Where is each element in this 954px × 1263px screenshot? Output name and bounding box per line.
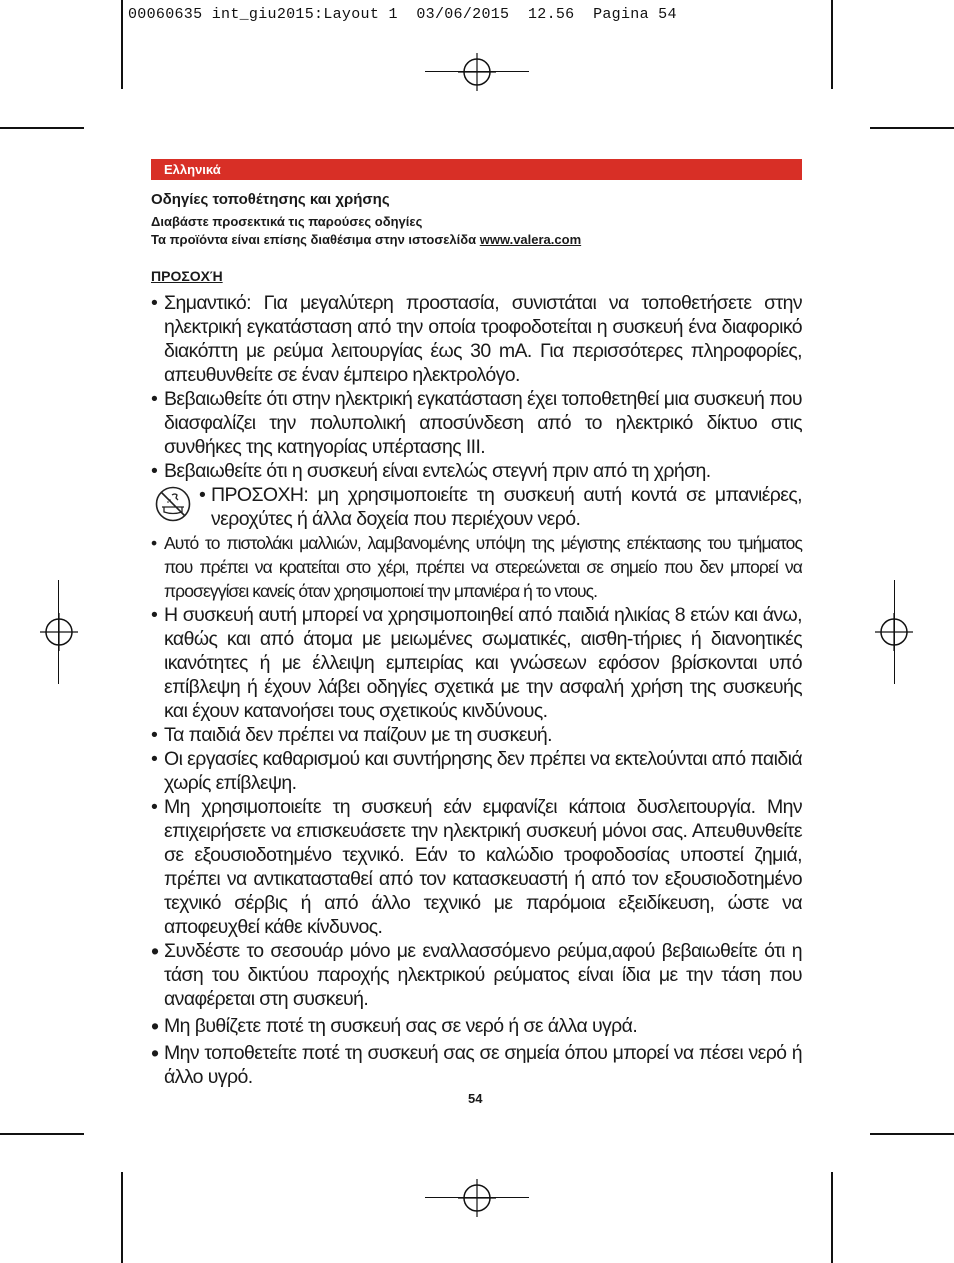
language-tab: Ελληνικά [151, 159, 802, 180]
crop-mark-top-right-vertical [831, 0, 833, 89]
page-number: 54 [468, 1091, 483, 1106]
list-item: • Μη χρησιμοποιείτε τη συσκευή εάν εμφανίζει κάποια δυσλειτουργία. Μην επιχειρήσετε να επισκευάσετε την ηλεκτρική συσκευή μόνοι σας. Απευθυνθείτε σε εξουσιοδοτημένο τεχνικό. Εάν το καλώδιο τροφοδοσίας υποστεί ζημιά, πρέπει να αντικατασταθεί από τον κατασκευαστή ή από τον εξουσιοδοτημένο τεχνικό σέρβις ή από άλλο τεχνικό με παρόμοια εξειδίκευση, ώστε να αποφευχθεί κάθε κίνδυνος. [151, 795, 802, 939]
crop-mark-bottom-left-horizontal [0, 1133, 84, 1135]
list-item: • Η συσκευή αυτή μπορεί να χρησιμοποιηθεί από παιδιά ηλικίας 8 ετών και άνω, καθώς και από άτομα με μειωμένες σωματικές, αισθη-τήριες ή διανοητικές ικανότητες ή με έλλειψη εμπειρίας και γνώσεων εφόσον βρίσκονται υπό επίβλεψη ή έχουν λάβει οδηγίες σχετικά με την ασφαλή χρήση της συσκευής και έχουν κατανοήσει τους σχετικούς κινδύνους. [151, 603, 802, 723]
crop-mark-bottom-left-vertical [121, 1172, 123, 1263]
crop-mark-top-left-horizontal [0, 127, 84, 129]
list-item: • Βεβαιωθείτε ότι στην ηλεκτρική εγκατάσταση έχει τοποθετηθεί μια συσκευή που διασφαλίζει την πολυπολική αποσύνδεση από το ηλεκτρικό δίκτυο στις συνθήκες της κατηγορίας υπέρτασης III. [151, 387, 802, 459]
website-link[interactable]: www.valera.com [479, 232, 582, 247]
list-item: • Βεβαιωθείτε ότι η συσκευή είναι εντελώς στεγνή πριν από τη χρήση. [151, 459, 802, 483]
list-item: • Οι εργασίες καθαρισμού και συντήρησης δεν πρέπει να εκτελούνται από παιδιά χωρίς επίβλεψη. [151, 747, 802, 795]
registration-mark-top [458, 53, 496, 91]
crop-mark-top-left-vertical [121, 0, 123, 89]
warning-list [151, 291, 802, 1089]
registration-mark-left [40, 613, 78, 651]
registration-line-top [425, 71, 529, 72]
registration-mark-bottom [458, 1179, 496, 1217]
warning-title: ΠΡΟΣΟΧΉ [151, 268, 223, 284]
no-bath-water-icon [154, 485, 192, 523]
availability-text: Τα προϊόντα είναι επίσης διαθέσιμα στην ιστοσελίδα [151, 232, 477, 247]
crop-mark-top-right-horizontal [870, 127, 954, 129]
list-item: • Τα παιδιά δεν πρέπει να παίζουν με τη συσκευή. [151, 723, 802, 747]
list-item-with-icon: • ΠΡΟΣΟΧΗ: μη χρησιμοποιείτε τη συσκευή αυτή κοντά σε μπανιέρες, νεροχύτες ή άλλα δοχεία που περιέχουν νερό. [151, 483, 802, 531]
print-slug: 00060635 int_giu2015:Layout 1 03/06/2015 12.56 Pagina 54 [128, 6, 677, 23]
instructions-title: Οδηγίες τοποθέτησης και χρήσης [151, 191, 390, 208]
registration-line-left [58, 580, 59, 684]
list-item: • Μη βυθίζετε ποτέ τη συσκευή σας σε νερό ή σε άλλα υγρά. [151, 1014, 802, 1038]
crop-mark-bottom-right-vertical [831, 1172, 833, 1263]
instructions-subtitle: Διαβάστε προσεκτικά τις παρούσες οδηγίες [151, 214, 423, 229]
registration-line-right [894, 580, 895, 684]
list-item: • Μην τοποθετείτε ποτέ τη συσκευή σας σε σημεία όπου μπορεί να πέσει νερό ή άλλο υγρό. [151, 1041, 802, 1089]
list-item: • Σημαντικό: Για μεγαλύτερη προστασία, συνιστάται να τοποθετήσετε στην ηλεκτρική εγκατάσταση από την οποία τροφοδοτείται η συσκευή ένα διαφορικό διακόπτη με ρεύμα λειτουργίας έως 30 mA. Για περισσότερες πληροφορίες, απευθυνθείτε σε έναν έμπειρο ηλεκτρολόγο. [151, 291, 802, 387]
list-item: • Συνδέστε το σεσουάρ μόνο με εναλλασσόμενο ρεύμα,αφού βεβαιωθείτε ότι η τάση του δικτύου παροχής ηλεκτρικού ρεύματος είναι ίδια με την τάση που αναφέρεται στη συσκευή. [151, 939, 802, 1011]
availability-line [151, 232, 581, 247]
list-item: • Αυτό το πιστολάκι μαλλιών, λαμβανομένης υπόψη της μέγιστης επέκτασης του τμήματος που πρέπει να κρατείται στο χέρι, πρέπει να στερεώνεται σε σημείο που δεν μπορεί να προσεγγίσει κανείς όταν χρησιμοποιεί την μπανιέρα ή το ντους. [151, 531, 802, 603]
registration-line-bottom [425, 1197, 529, 1198]
crop-mark-bottom-right-horizontal [870, 1133, 954, 1135]
